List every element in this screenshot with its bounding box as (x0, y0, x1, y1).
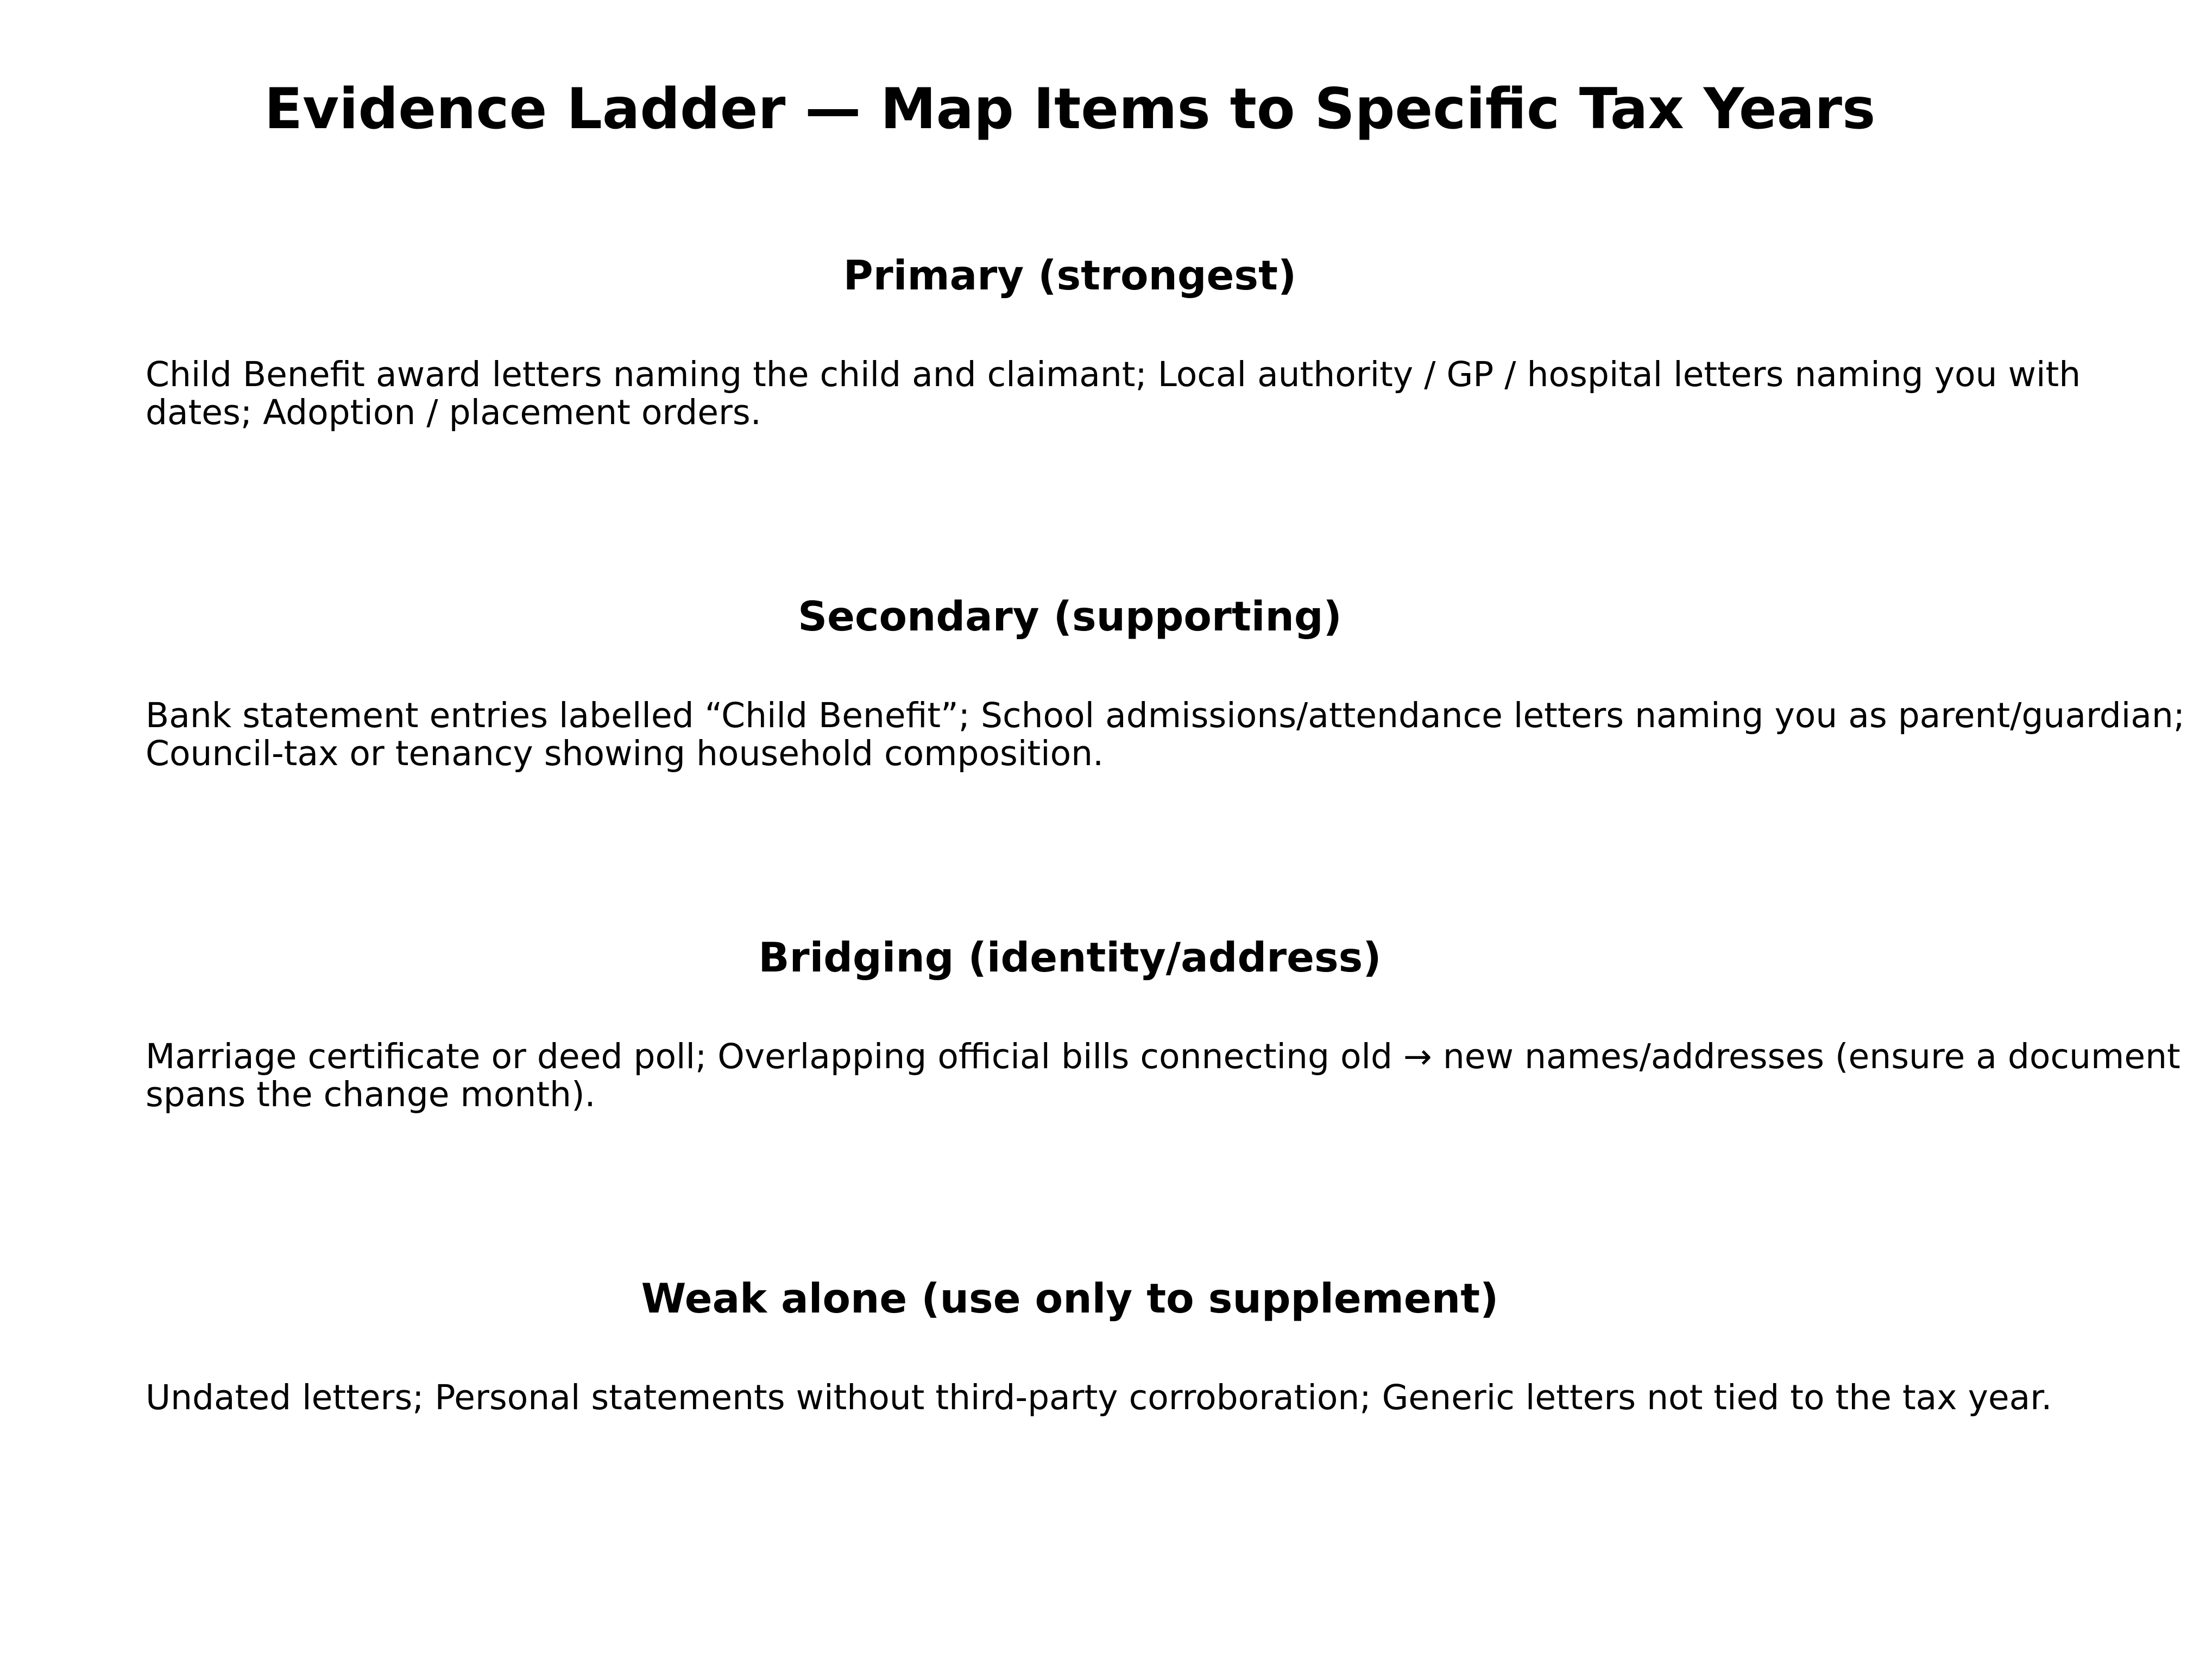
page-title: Evidence Ladder — Map Items to Specific Tax Years (264, 77, 1876, 142)
section-body-weak (146, 1379, 2209, 1417)
section-body-line: spans the change month). (146, 1075, 596, 1114)
section-heading-bridging: Bridging (identity/address) (758, 933, 1382, 981)
section-heading-weak: Weak alone (use only to supplement) (641, 1275, 1499, 1322)
section-body-bridging (146, 1038, 2209, 1114)
section-body-secondary (146, 697, 2209, 773)
section-body-line: Marriage certificate or deed poll; Overlapping official bills connecting old → new names/addresses (ensure a document (146, 1037, 2181, 1076)
section-body-line: Council-tax or tenancy showing household composition. (146, 734, 1104, 773)
section-heading-secondary: Secondary (supporting) (798, 592, 1342, 640)
section-body-line: Undated letters; Personal statements without third-party corroboration; Generic letters not tied to the tax year. (146, 1378, 2052, 1417)
section-heading-primary: Primary (strongest) (843, 251, 1297, 299)
section-body-line: Child Benefit award letters naming the child and claimant; Local authority / GP / hospital letters naming you with (146, 355, 2081, 394)
section-body-line: Bank statement entries labelled “Child Benefit”; School admissions/attendance letters naming you as parent/guardian; (146, 696, 2185, 735)
section-body-primary (146, 356, 2209, 432)
section-body-line: dates; Adoption / placement orders. (146, 393, 761, 432)
